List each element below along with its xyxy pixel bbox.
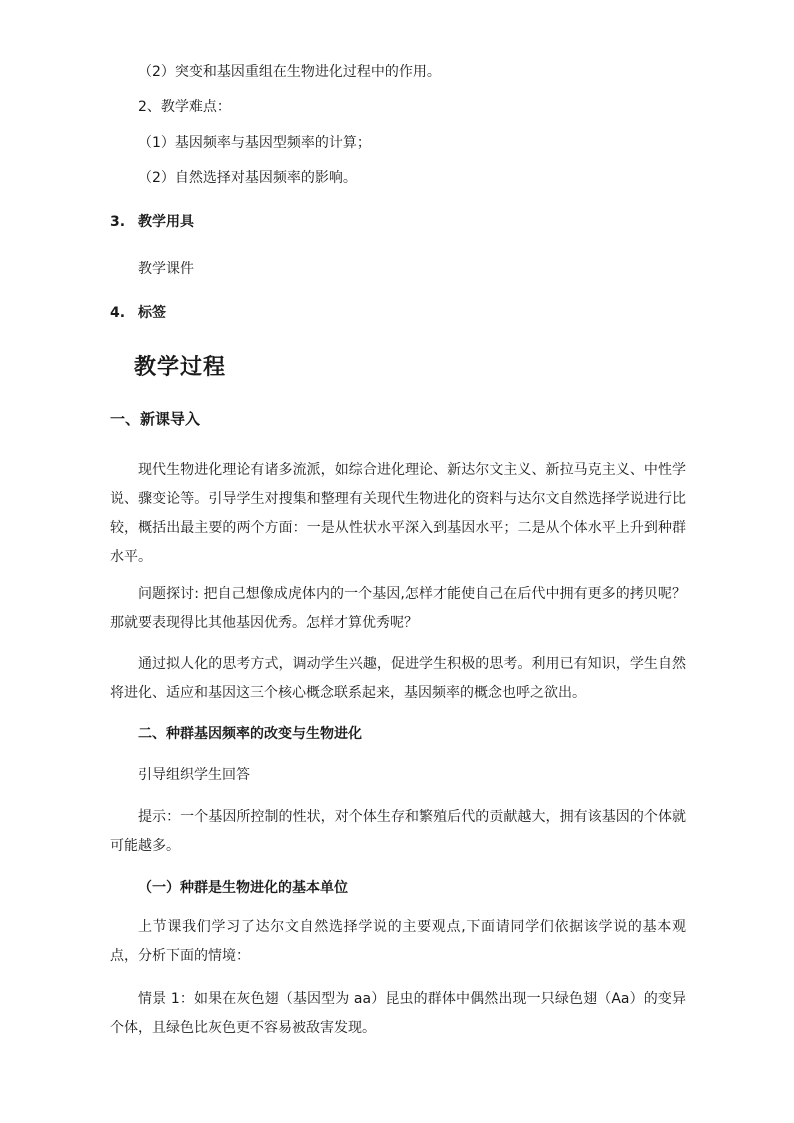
section-title: 标签 <box>138 305 166 321</box>
paragraph: 情景 1：如果在灰色翅（基因型为 aa）昆虫的群体中偶然出现一只绿色翅（Aa）的变异个体，且绿色比灰色更不容易被敌害发现。 <box>110 991 686 1036</box>
text-line: （2）自然选择对基因频率的影响。 <box>138 170 357 186</box>
section-number: 3. <box>110 214 126 230</box>
text-line: （2）突变和基因重组在生物进化过程中的作用。 <box>138 64 441 80</box>
part-heading: 一、新课导入 <box>110 410 201 428</box>
text-line: 2、教学难点： <box>138 99 231 115</box>
main-title: 教学过程 <box>134 355 227 380</box>
section-heading-3 <box>110 212 194 232</box>
section-heading-4 <box>110 303 166 323</box>
section-title: 教学用具 <box>138 214 194 230</box>
text-line: 教学课件 <box>138 261 194 277</box>
paragraph: 问题探讨: 把自己想像成虎体内的一个基因,怎样才能使自己在后代中拥有更多的拷贝呢？那就要表现得比其他基因优秀。怎样才算优秀呢？ <box>110 586 686 631</box>
paragraph: 上节课我们学习了达尔文自然选择学说的主要观点,下面请同学们依据该学说的基本观点，分析下面的情境： <box>110 919 686 964</box>
text-line: （1）基因频率与基因型频率的计算； <box>138 135 371 151</box>
paragraph: 提示：一个基因所控制的性状，对个体生存和繁殖后代的贡献越大，拥有该基因的个体就可能越多。 <box>110 809 686 854</box>
text-line: 引导组织学生回答 <box>138 767 250 783</box>
paragraph: 现代生物进化理论有诸多流派，如综合进化理论、新达尔文主义、新拉马克主义、中性学说、骤变论等。引导学生对搜集和整理有关现代生物进化的资料与达尔文自然选择学说进行比较，概括出最主要的两个方面：一是从性状水平深入到基因水平；二是从个体水平上升到种群水平。 <box>110 462 686 565</box>
part-heading: 二、种群基因频率的改变与生物进化 <box>138 726 362 742</box>
subsection-heading: （一）种群是生物进化的基本单位 <box>138 880 348 896</box>
section-number: 4. <box>110 305 126 321</box>
paragraph: 通过拟人化的思考方式，调动学生兴趣，促进学生积极的思考。利用已有知识，学生自然将进化、适应和基因这三个核心概念联系起来，基因频率的概念也呼之欲出。 <box>110 656 686 701</box>
